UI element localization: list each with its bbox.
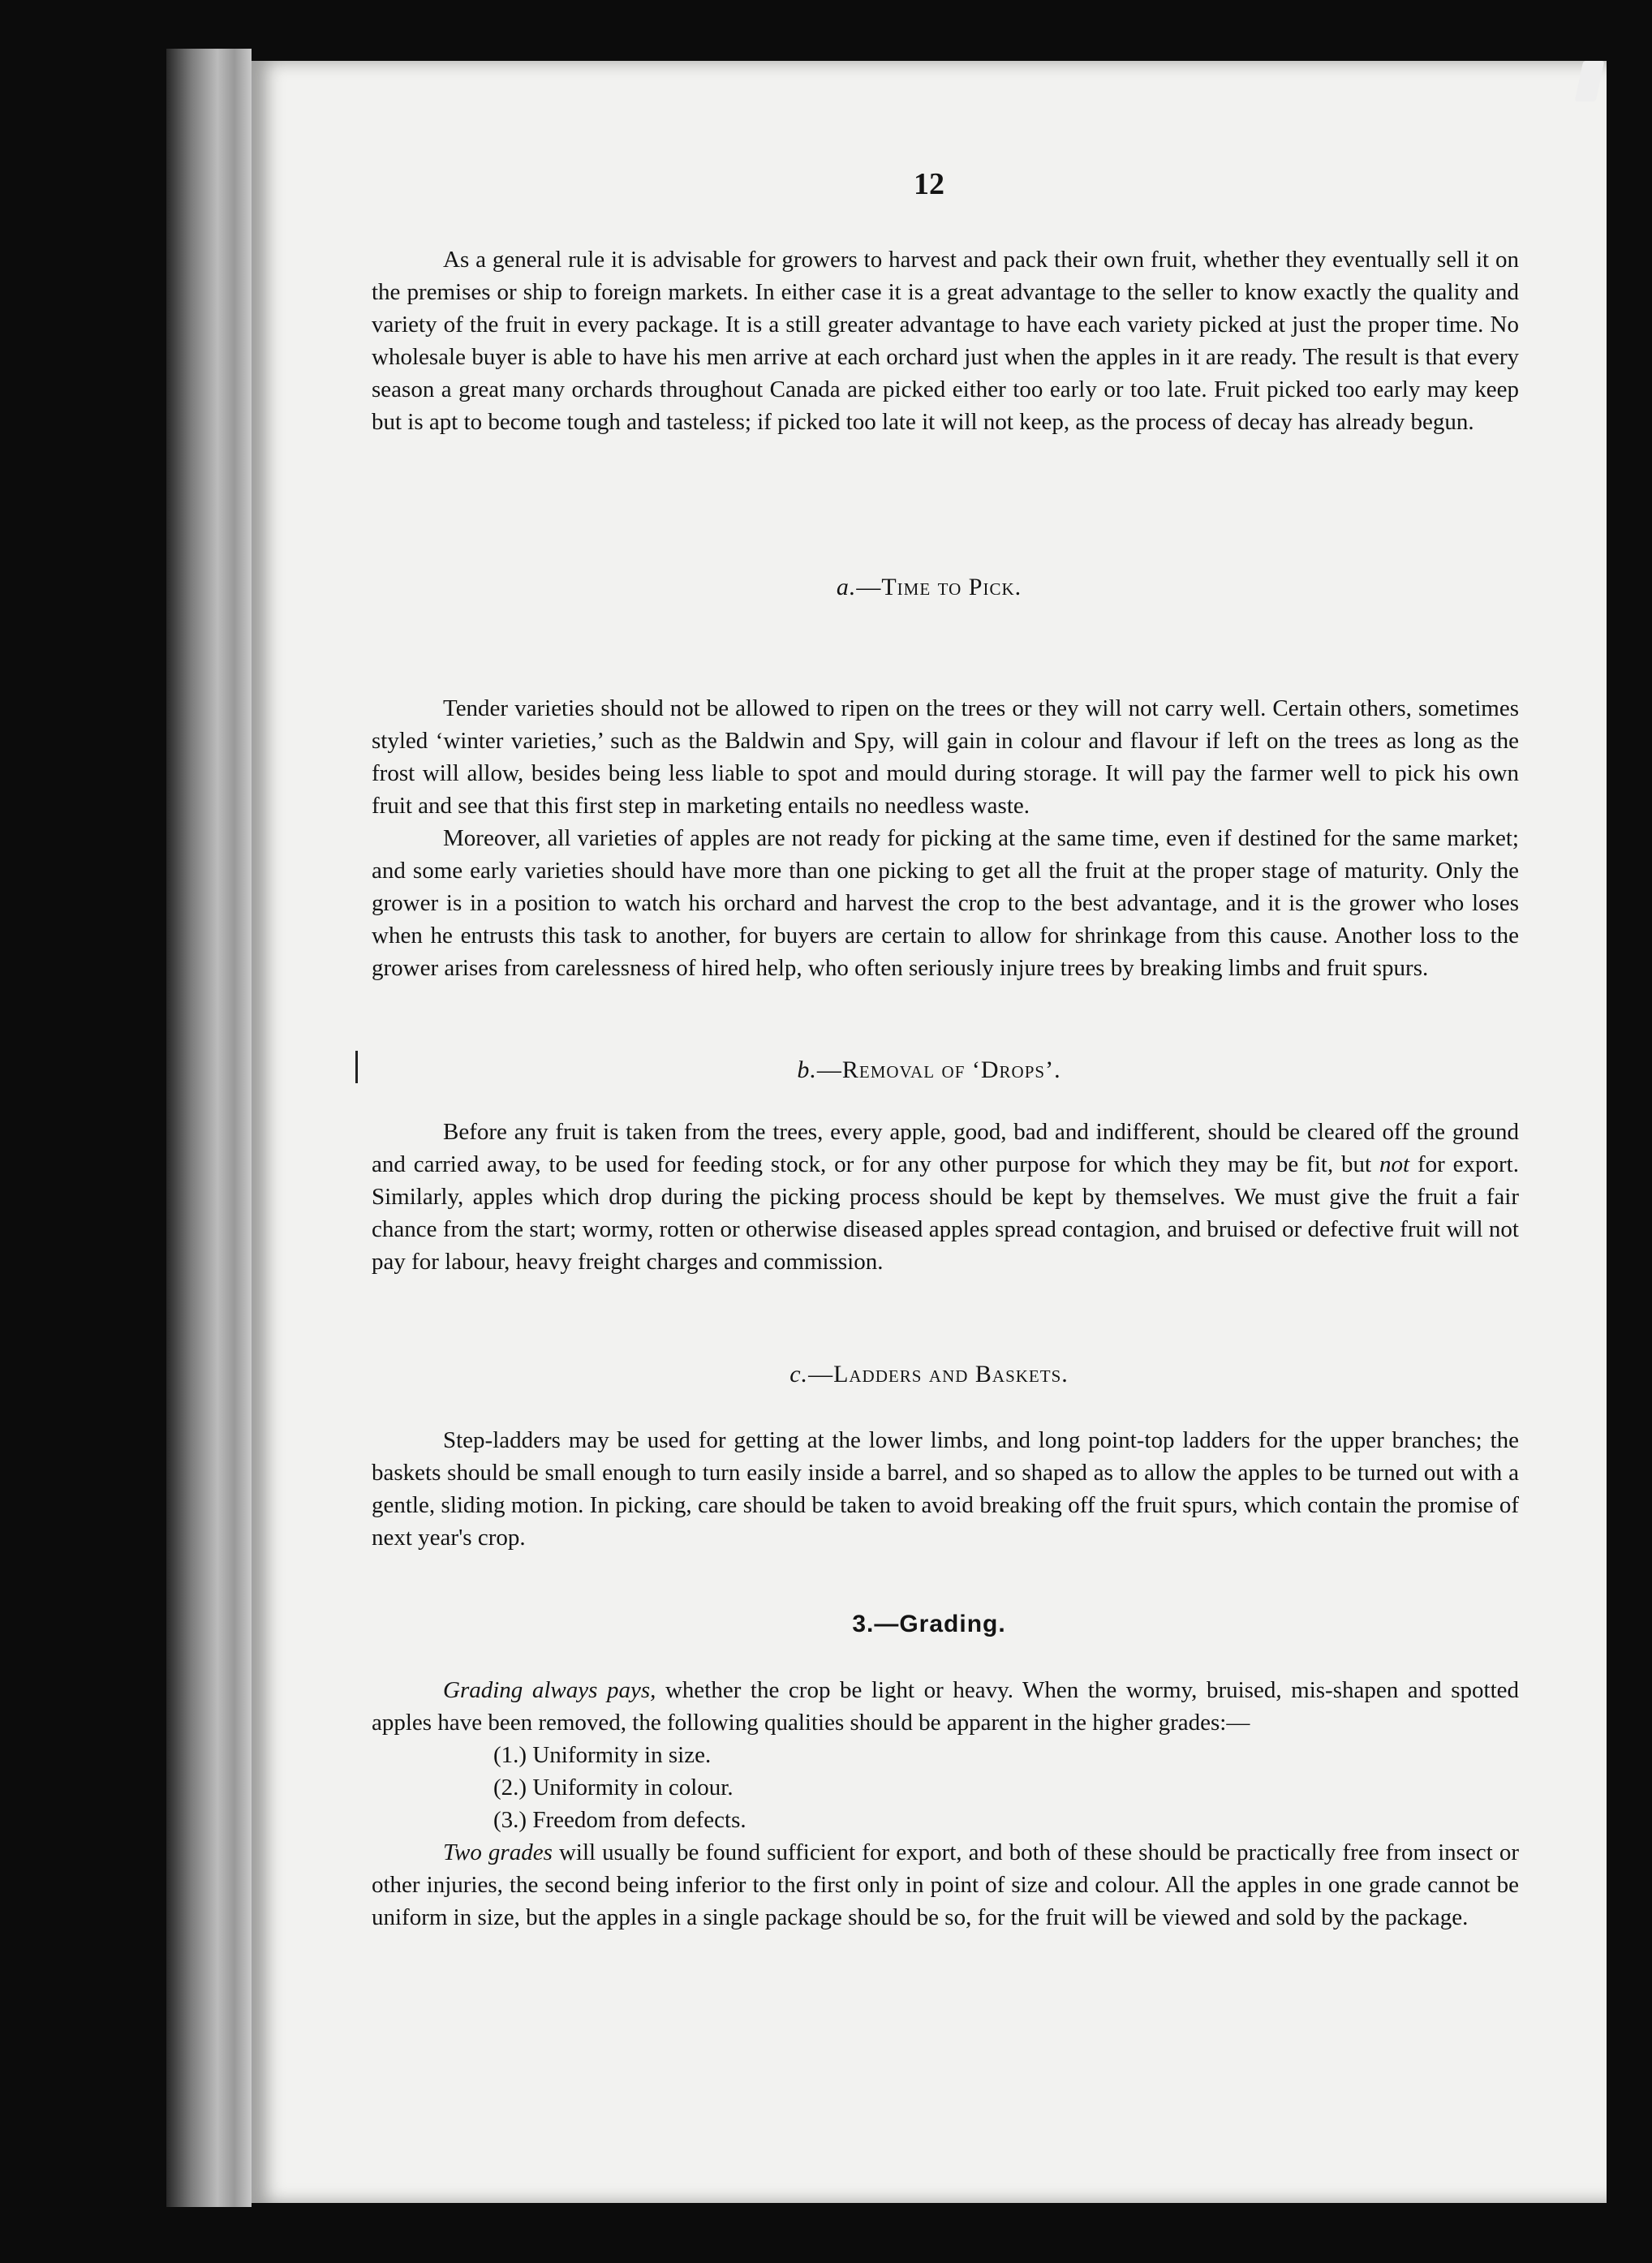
grading-text-2: will usually be found sufficient for export, and both of these should be practically free from insect or other injuries, the second being inferior to the first only in point of size and colour. All the apples in one grade cannot be uniform in size, but the apples in a single package should be so, for the fruit will be viewed and sold by the package. [372, 1839, 1520, 1930]
intro-paragraph: As a general rule it is advisable for growers to harvest and pack their own fruit, whether they eventually sell it on the premises or ship to foreign markets. In either case it is a great advantage to the seller to know exactly the quality and variety of the fruit in every package. It is a still greater advantage to have each variety picked at just the proper time. No wholesale buyer is able to have his men arrive at each orchard just when the apples in it are ready. The result is that every season a great many orchards throughout Canada are picked either too early or too late. Fruit picked too early may keep but is apt to become tough and tasteless; if picked too late it will not keep, as the process of decay has already begun. [372, 247, 1519, 435]
list-item: (2.) Uniformity in colour. [493, 1775, 734, 1801]
scan-binding-edge [166, 49, 252, 2207]
grading-text-1: whether the crop be light or heavy. When the wormy, bruised, mis-shapen and spotted apples have been removed, the following qualities should be apparent in the higher grades:— [372, 1677, 1519, 1736]
grading-paragraph-2 [372, 1836, 1519, 1934]
section-b-body [372, 1116, 1519, 1278]
section-b-title: Removal of ‘Drops’. [841, 1056, 1061, 1083]
list-item: (3.) Freedom from defects. [493, 1807, 746, 1833]
list-item: (1.) Uniformity in size. [493, 1742, 712, 1768]
section-a-paragraph-2: Moreover, all varieties of apples are not ready for picking at the same time, even if destined for the same market; and some early varieties should have more than one picking to get all the fruit at the proper stage of maturity. Only the grower is in a position to watch his orchard and harvest the crop to the best advantage, and it is the grower who loses when he entrusts this task to another, for buyers are certain to allow for shrinkage from this cause. Another loss to the grower arises from carelessness of hired help, who often seriously injure trees by breaking limbs and fruit spurs. [372, 825, 1519, 981]
grading-paragraph-1 [372, 1674, 1519, 1739]
section-a-paragraph-1: Tender varieties should not be allowed to ripen on the trees or they will not carry well. Certain others, sometimes styled ‘winter varieties,’ such as the Baldwin and Spy, will gain in colour and flavour if left on the trees as long as the frost will allow, besides being less liable to spot and mould during storage. It will pay the farmer well to pick his own fruit and see that this first step in marketing entails no needless waste. [372, 695, 1519, 819]
section-b-paragraph [372, 1116, 1519, 1278]
section-c-paragraph: Step-ladders may be used for getting at the lower limbs, and long point-top ladders for the upper branches; the baskets should be small enough to turn easily inside a barrel, and so shaped as to allow the apples to be turned out with a gentle, sliding motion. In picking, care should be taken to avoid breaking off the fruit spurs, which contain the promise of next year's crop. [372, 1427, 1519, 1551]
section-b-text-end: for export. Similarly, apples which drop during the picking process should be kept by themselves. We must give the fruit a fair chance from the start; wormy, rotten or otherwise diseased apples spread contagion, and bruised or defective fruit will not pay for labour, heavy freight charges and commission. [372, 1151, 1519, 1275]
section-3-title: Grading. [899, 1611, 1006, 1637]
grading-qualities-list [372, 1739, 1519, 1836]
section-b-heading: b.—Removal of ‘Drops’. [797, 1056, 1061, 1083]
section-c-heading: c.—Ladders and Baskets. [789, 1361, 1069, 1387]
scan-corner-mark [1575, 61, 1605, 101]
page-number: 12 [914, 167, 944, 201]
document-page [252, 61, 1607, 2203]
section-3-heading: 3.—Grading. [852, 1611, 1006, 1637]
section-b-emphasis: not [1379, 1151, 1410, 1177]
grading-emphasis-1: Grading always pays, [443, 1677, 656, 1703]
section-a-letter: a. [836, 574, 857, 600]
section-a-title: Time to Pick. [881, 574, 1022, 600]
intro-paragraph-block [372, 243, 1519, 438]
section-a-body [372, 692, 1519, 984]
grading-emphasis-2: Two grades [443, 1839, 553, 1865]
section-c-letter: c. [789, 1361, 809, 1387]
section-b-letter: b. [797, 1056, 817, 1083]
section-c-body [372, 1424, 1519, 1554]
section-3-number: 3. [852, 1611, 875, 1637]
section-b-text-start: Before any fruit is taken from the trees, every apple, good, bad and indifferent, should be cleared off the ground and carried away, to be used for feeding stock, or for any other purpose for which they may be fit, but [372, 1119, 1519, 1177]
section-a-heading: a.—Time to Pick. [836, 574, 1022, 600]
section-c-title: Ladders and Baskets. [833, 1361, 1069, 1387]
section-3-body [372, 1674, 1519, 1934]
